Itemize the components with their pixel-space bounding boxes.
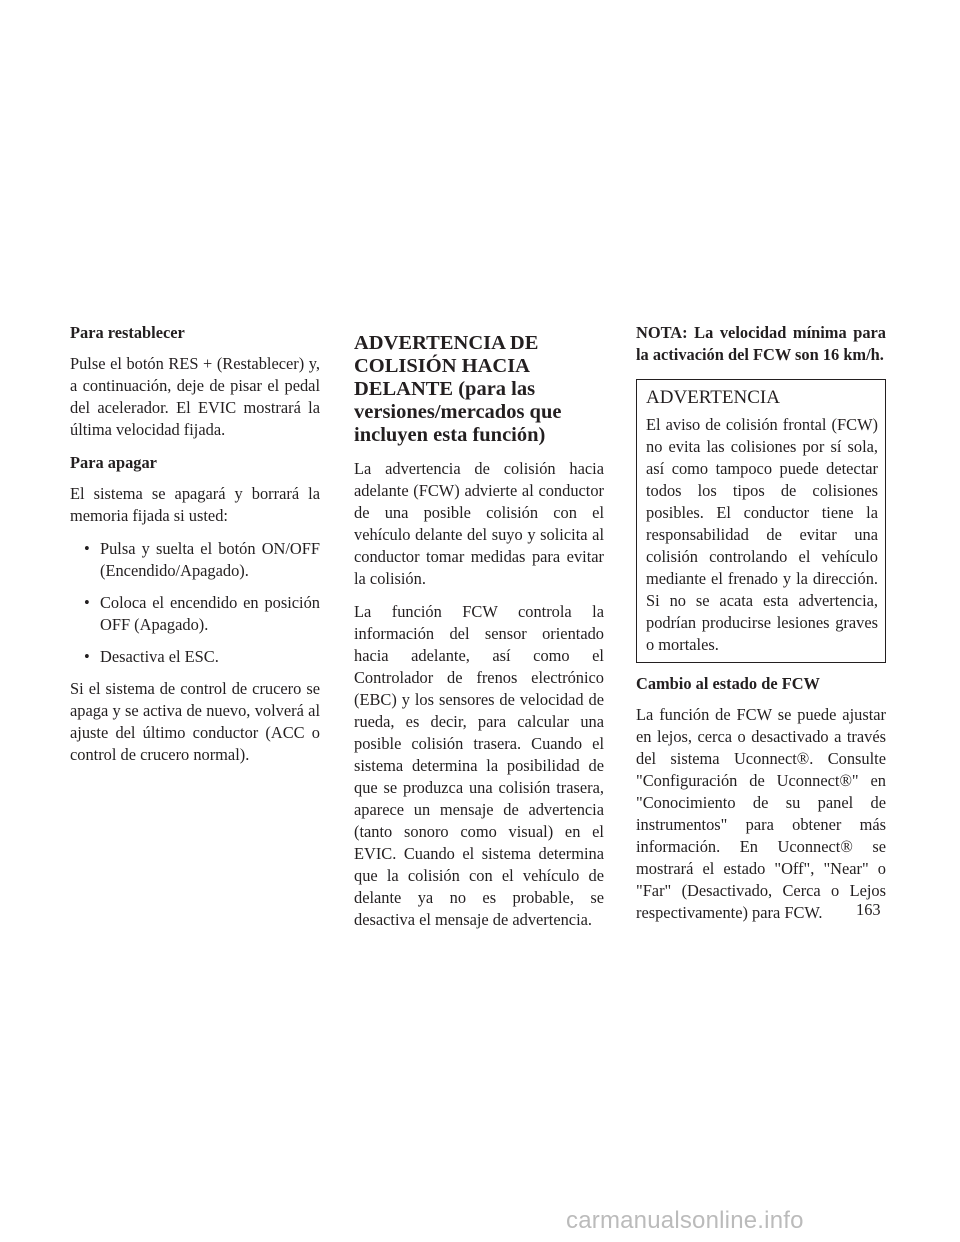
page-number: 163 [856,900,881,919]
bullet-item [70,538,320,582]
heading-turn-off: Para apagar [70,453,157,472]
column-left [70,322,320,777]
bullet-text: Coloca el encendido en posición OFF (Apagado). [100,593,320,634]
warning-box [636,379,886,663]
bullet-icon: • [84,593,90,612]
bullet-item [70,646,320,668]
note-min-speed: NOTA: La velocidad mínima para la activación del FCW son 16 km/h. [636,323,886,364]
warning-title: ADVERTENCIA [646,387,780,408]
column-right [636,322,886,935]
warning-text: El aviso de colisión frontal (FCW) no evita las colisiones por sí sola, así como tampoco puede detectar todos los tipos de colisiones posibles. El conductor tiene la responsabilidad de evitar una colisión controlando el vehículo mediante el frenado y la dirección. Si no se acata esta advertencia, podrían producirse lesiones graves o mortales. [646,415,878,654]
watermark: carmanualsonline.info [566,1207,804,1234]
section-title: ADVERTENCIA DE COLISIÓN HACIA DELANTE (para las versiones/mercados que incluyen esta función) [354,332,562,446]
paragraph-reset: Pulse el botón RES + (Restablecer) y, a continuación, deje de pisar el pedal del acelerador. El EVIC mostrará la última velocidad fijada. [70,354,320,439]
bullet-item [70,592,320,636]
paragraph-turn-off: El sistema se apagará y borrará la memoria fijada si usted: [70,484,320,525]
bullet-text: Pulsa y suelta el botón ON/OFF (Encendido/Apagado). [100,539,320,580]
paragraph-fcw-status: La función de FCW se puede ajustar en lejos, cerca o desactivado a través del sistema Uconnect®. Consulte "Configuración de Uconnect®" en "Conocimiento de su panel de instrumentos" para obtener más información. En Uconnect® se mostrará el estado "Off", "Near" o "Far" (Desactivado, Cerca o Lejos respectivamente) para FCW. [636,705,886,922]
column-middle [354,322,604,942]
paragraph-last-driver: Si el sistema de control de crucero se apaga y se activa de nuevo, volverá al ajuste del último conductor (ACC o control de crucero normal). [70,679,320,764]
bullet-icon: • [84,647,90,666]
bullet-icon: • [84,539,90,558]
heading-fcw-status: Cambio al estado de FCW [636,674,820,693]
heading-reset: Para restablecer [70,323,185,342]
paragraph-fcw-function: La función FCW controla la información del sensor orientado hacia adelante, así como el Controlador de frenos electrónico (EBC) y los sensores de velocidad de rueda, es decir, para calcular una posible colisión trasera. Cuando el sistema determina la posibilidad de que se produzca una colisión trasera, aparece un mensaje de advertencia (tanto sonoro como visual) en el EVIC. Cuando el sistema determina que la colisión con el vehículo de delante ya no es probable, se desactiva el mensaje de advertencia. [354,602,604,929]
bullet-text: Desactiva el ESC. [100,647,219,666]
paragraph-fcw-intro: La advertencia de colisión hacia adelante (FCW) advierte al conductor de una posible colisión con el vehículo delante del suyo y solicita al conductor tomar medidas para evitar la colisión. [354,459,604,588]
